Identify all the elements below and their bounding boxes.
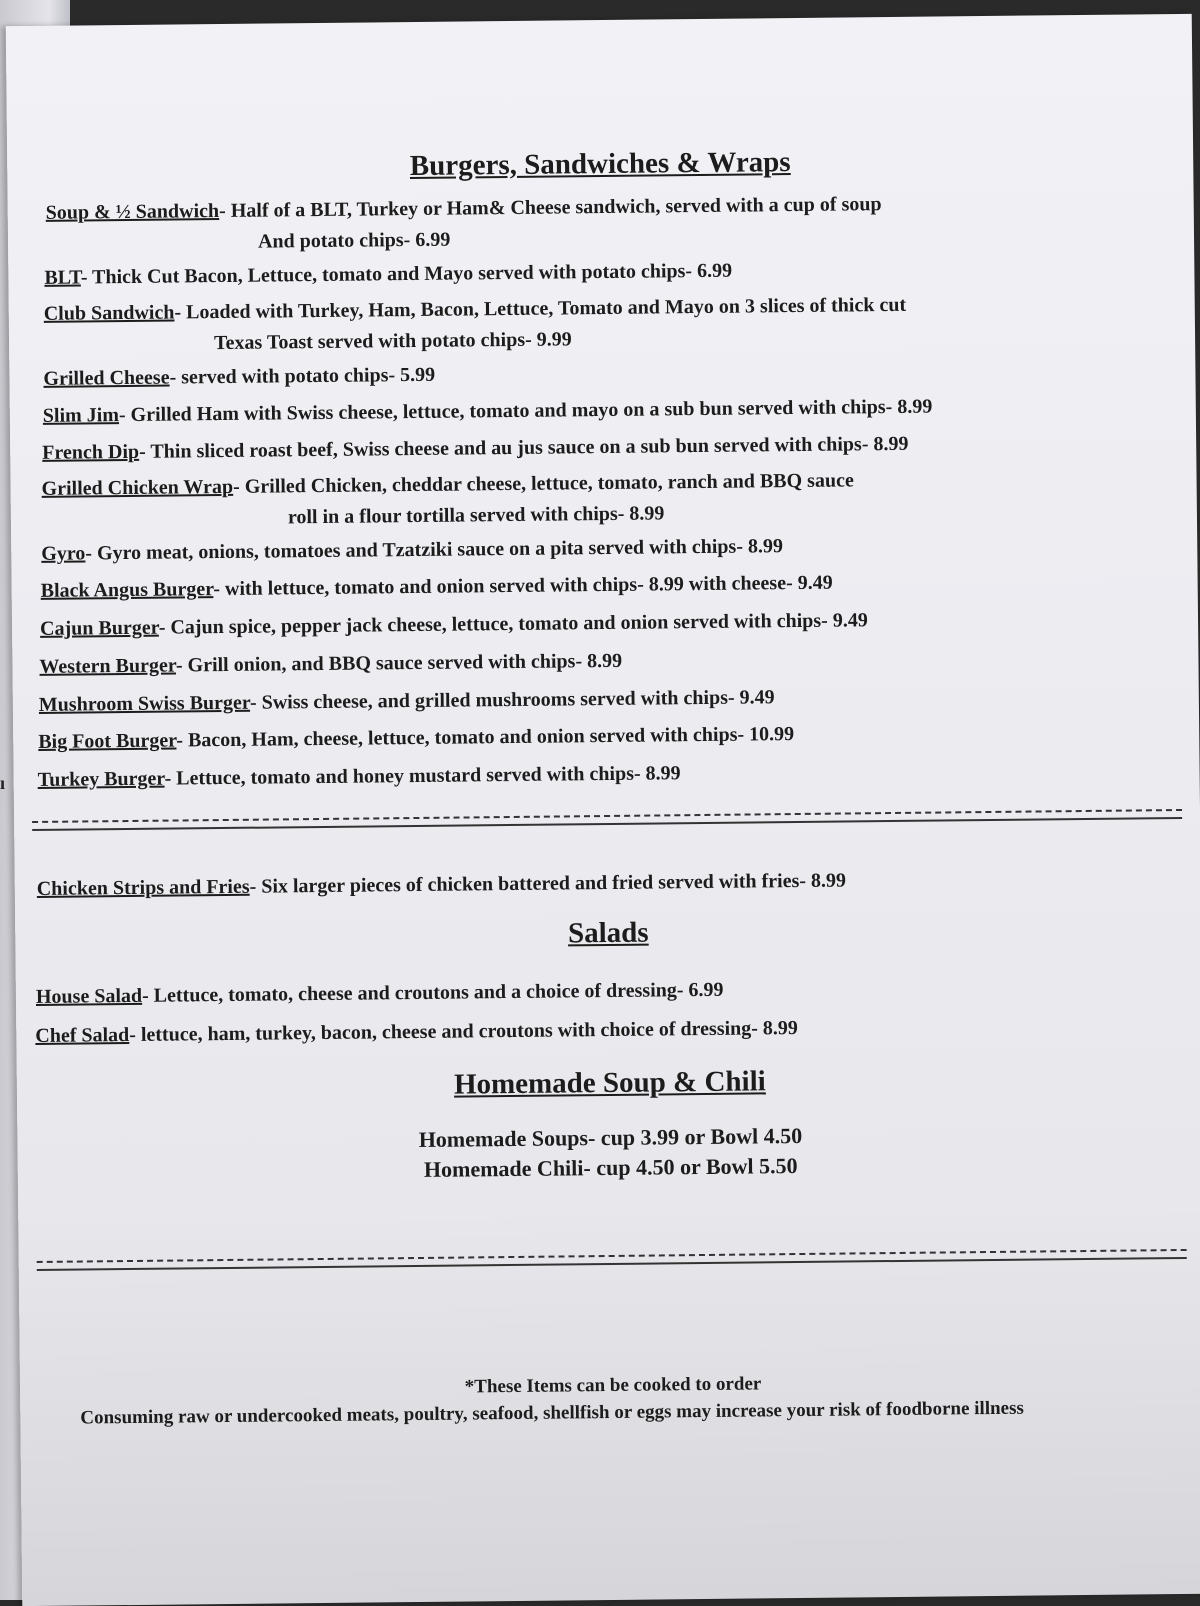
item-name: Grilled Chicken Wrap (41, 475, 234, 500)
item-desc: - with lettuce, tomato and onion served with chips- 8.99 with cheese- 9.49 (213, 571, 833, 601)
item-name: Chef Salad (35, 1024, 130, 1047)
menu-item (42, 429, 909, 469)
cooked-to-order-note: *These Items can be cooked to order (464, 1373, 762, 1398)
item-name: Grilled Cheese (43, 366, 170, 390)
item-desc: - lettuce, ham, turkey, bacon, cheese and croutons with choice of dressing- 8.99 (129, 1017, 798, 1047)
menu-item (39, 682, 775, 721)
item-name: Chicken Strips and Fries (36, 875, 250, 900)
item-name: Soup & ½ Sandwich (45, 200, 220, 224)
item-name: Club Sandwich (43, 301, 175, 325)
item-desc: - Cajun spice, pepper jack cheese, lettuce, tomato and onion served with chips- 9.49 (158, 609, 868, 639)
item-desc-cont: roll in a flour tortilla served with chips- 8.99 (287, 502, 665, 529)
menu-item (37, 758, 680, 796)
dashed-divider (37, 1249, 1187, 1263)
item-desc: - Thick Cut Bacon, Lettuce, tomato and Mayo served with potato chips- 6.99 (80, 259, 733, 289)
menu-item (35, 1013, 798, 1052)
soup-line: Homemade Soups- cup 3.99 or Bowl 4.50 (418, 1122, 803, 1152)
soup-heading: Homemade Soup & Chili (453, 1065, 766, 1101)
menu-item (36, 975, 724, 1013)
dashed-divider (32, 809, 1182, 823)
menu-item (39, 646, 622, 683)
edge-character: ı (0, 773, 6, 793)
item-desc: - Grilled Ham with Swiss cheese, lettuce, tomato and mayo on a sub bun served with chips- 8.99 (118, 395, 933, 427)
item-desc: - Loaded with Turkey, Ham, Bacon, Lettuce, Tomato and Mayo on 3 slices of thick cut (174, 293, 907, 324)
item-name: Black Angus Burger (40, 578, 214, 602)
item-desc: - Bacon, Ham, cheese, lettuce, tomato and onion served with chips- 10.99 (176, 723, 795, 752)
item-name: Cajun Burger (39, 616, 159, 640)
menu-item (43, 392, 933, 432)
menu-item (43, 360, 435, 395)
chili-line: Homemade Chili- cup 4.50 or Bowl 5.50 (423, 1153, 798, 1182)
item-desc: - Thin sliced roast beef, Swiss cheese and au jus sauce on a sub bun served with chips- 8.99 (138, 432, 909, 463)
soup-prices (17, 1117, 1200, 1189)
item-desc: - served with potato chips- 5.99 (169, 363, 436, 389)
menu-item (44, 256, 732, 294)
item-name: Turkey Burger (37, 767, 165, 791)
menu-item (41, 568, 833, 607)
item-desc: - Six larger pieces of chicken battered and fried served with fries- 8.99 (249, 869, 847, 898)
item-name: Western Burger (39, 654, 177, 678)
foodborne-illness-warning: Consuming raw or undercooked meats, poultry, seafood, shellfish or eggs may increase your risk of foodborne illness (80, 1397, 1024, 1429)
item-desc: - Lettuce, tomato, cheese and croutons and a choice of dressing- 6.99 (141, 978, 724, 1007)
item-desc-cont: Texas Toast served with potato chips- 9.99 (213, 328, 572, 355)
burgers-heading: Burgers, Sandwiches & Wraps (409, 146, 791, 183)
menu-page (6, 14, 1200, 1606)
menu-item (40, 605, 868, 645)
menu-item (41, 531, 783, 570)
item-desc: - Grilled Chicken, cheddar cheese, lettuce, tomato, ranch and BBQ sauce (232, 469, 854, 498)
item-name: Gyro (41, 542, 86, 565)
item-desc: - Half of a BLT, Turkey or Ham& Cheese sandwich, served with a cup of soup (218, 193, 882, 223)
menu-item (41, 465, 854, 536)
item-name: House Salad (35, 984, 143, 1008)
menu-item (37, 866, 846, 905)
menu-item (44, 290, 907, 361)
salads-heading: Salads (567, 916, 649, 950)
item-desc: - Swiss cheese, and grilled mushrooms served with chips- 9.49 (249, 686, 775, 714)
item-desc-cont: And potato chips- 6.99 (257, 228, 451, 253)
item-desc: - Grill onion, and BBQ sauce served with chips- 8.99 (175, 649, 623, 677)
item-desc: - Gyro meat, onions, tomatoes and Tzatziki sauce on a pita served with chips- 8.99 (85, 535, 784, 565)
item-name: Mushroom Swiss Burger (38, 691, 251, 716)
menu-item (38, 719, 794, 758)
item-name: Big Foot Burger (38, 729, 177, 753)
item-name: BLT (44, 266, 81, 289)
item-name: Slim Jim (42, 404, 120, 427)
item-name: French Dip (42, 440, 140, 464)
menu-item (46, 189, 882, 260)
item-desc: - Lettuce, tomato and honey mustard served with chips- 8.99 (164, 762, 681, 790)
